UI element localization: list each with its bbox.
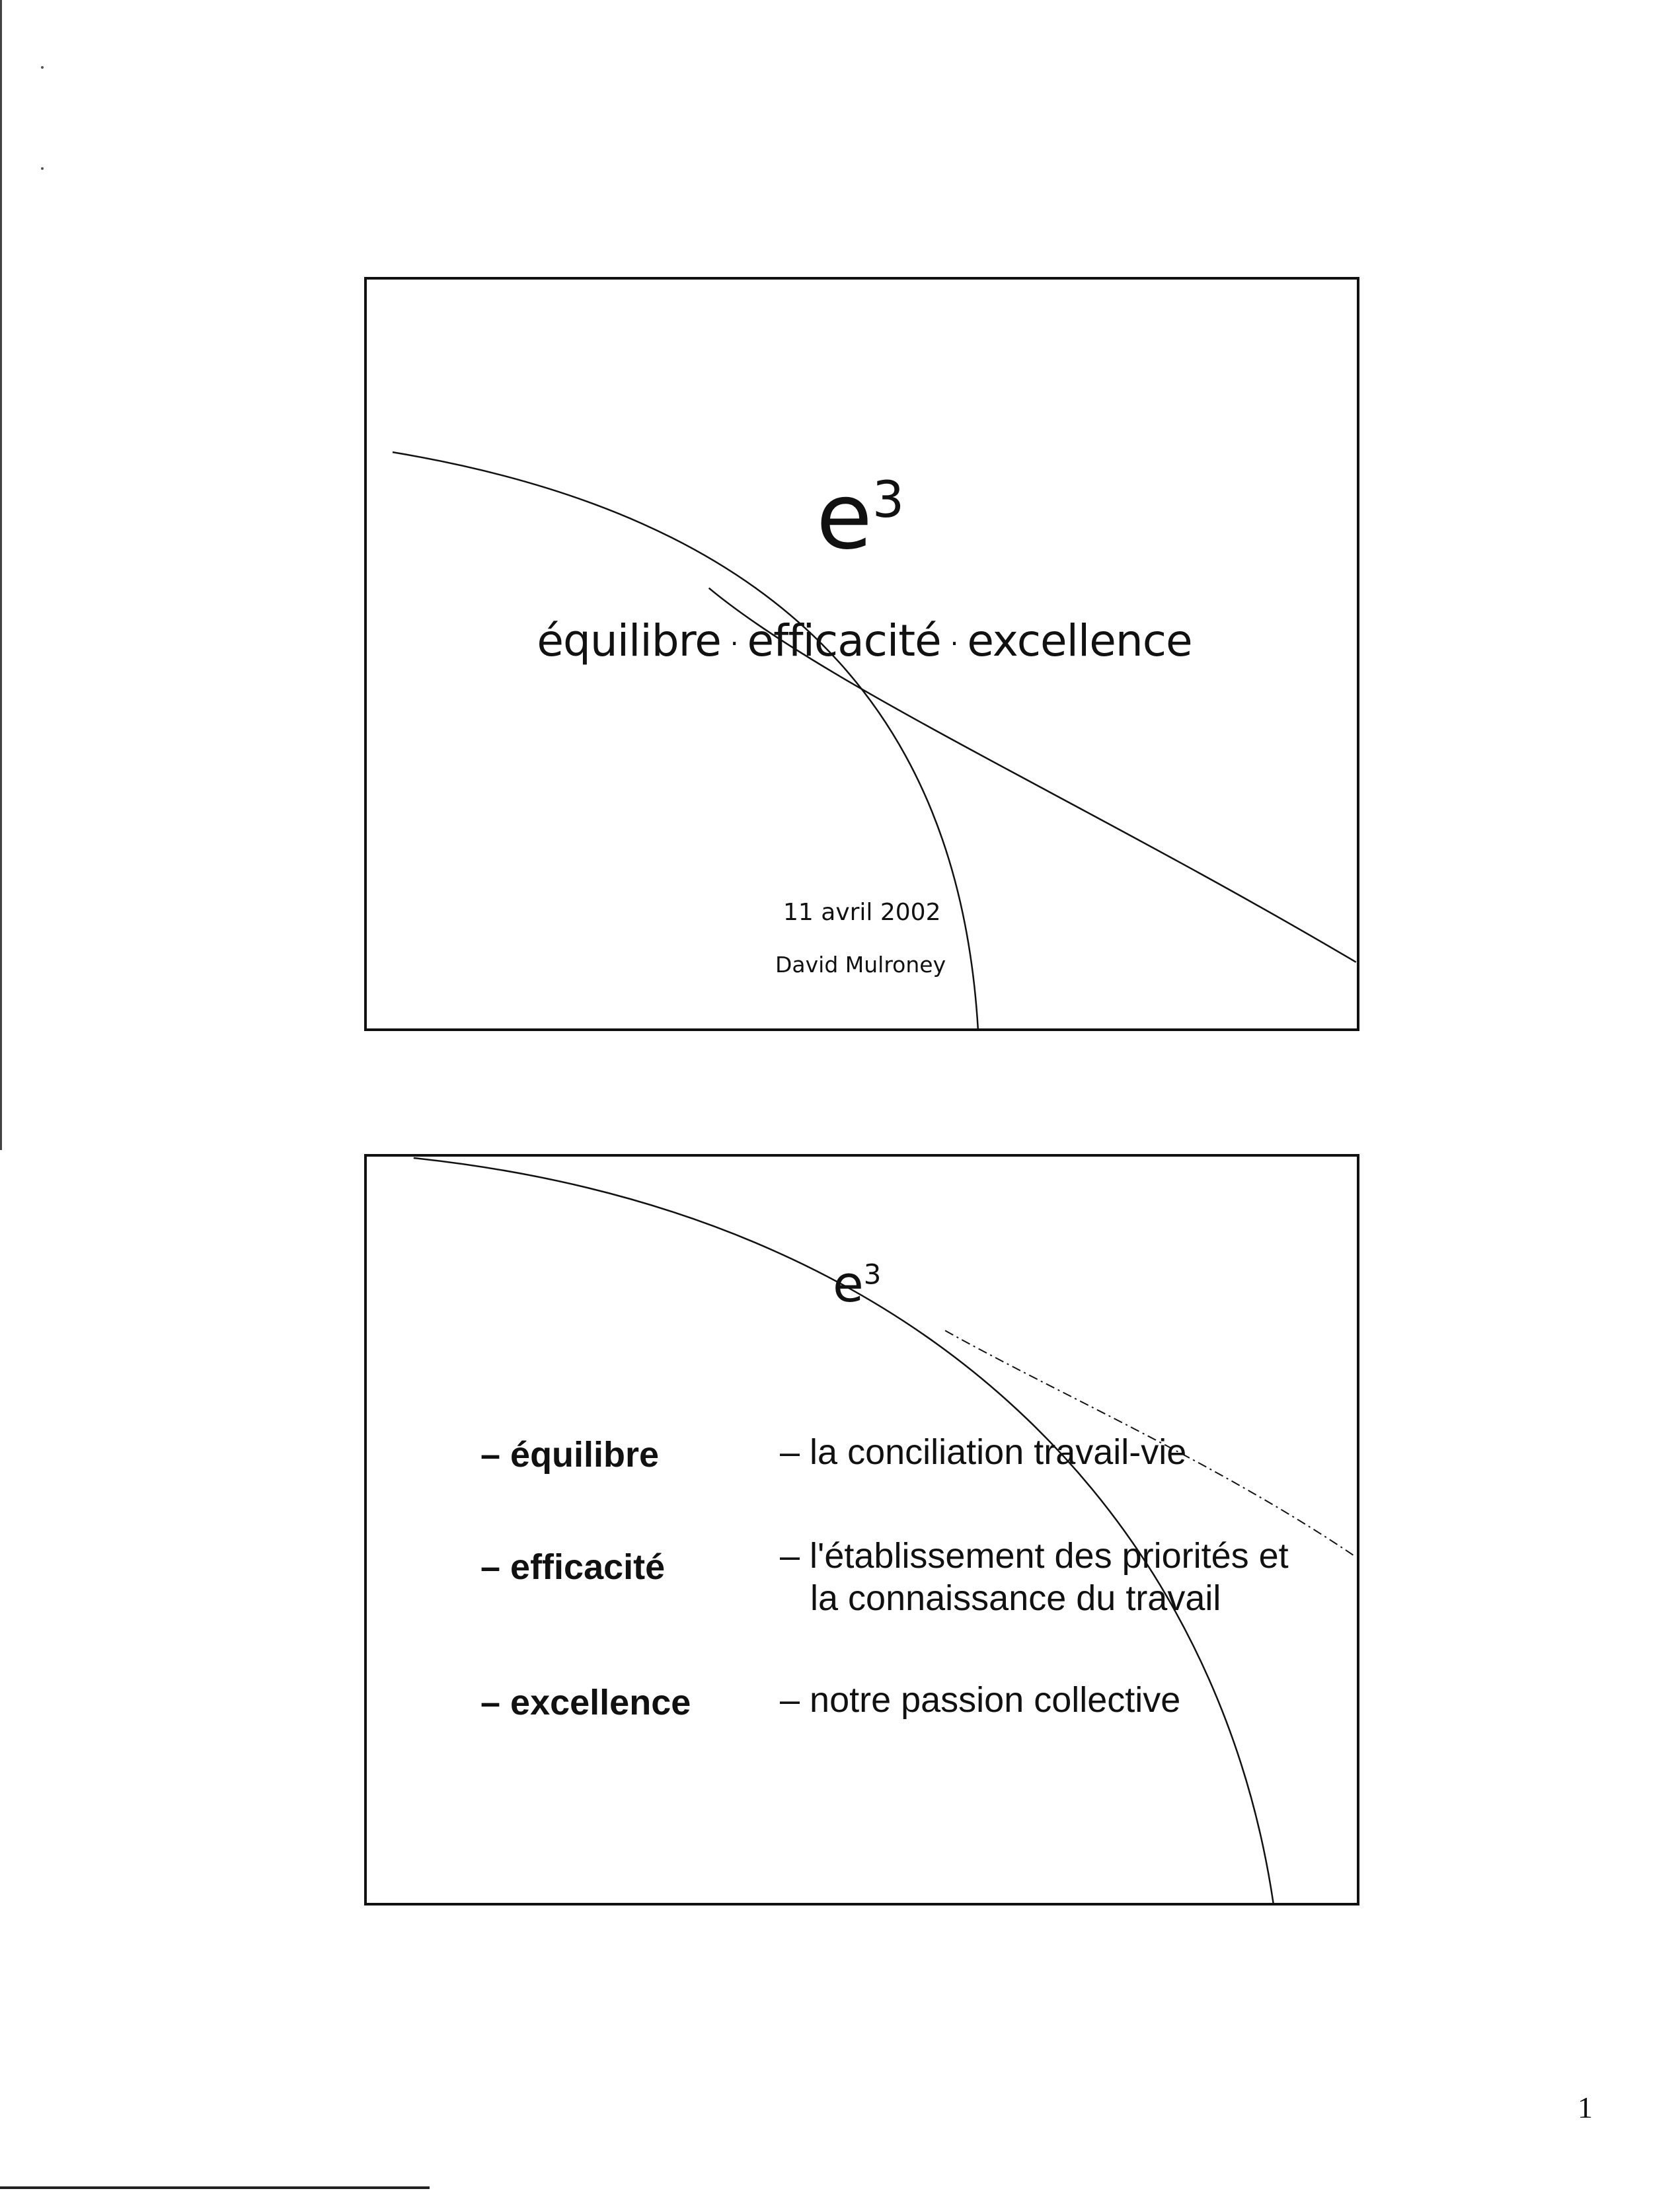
presentation-date: 11 avril 2002	[783, 899, 941, 926]
page-number: 1	[1578, 2091, 1593, 2124]
definition-line: – l'établissement des priorités et	[780, 1536, 1289, 1576]
definition-efficacite	[780, 1535, 1289, 1619]
definition-line: – la conciliation travail-vie	[780, 1432, 1187, 1472]
slide-title	[364, 277, 1359, 1031]
logo-base: e	[816, 463, 872, 570]
term-efficacite: – efficacité	[480, 1547, 666, 1587]
e3-logo	[816, 463, 905, 570]
logo-base: e	[833, 1254, 864, 1313]
term-equilibre: – équilibre	[480, 1435, 660, 1475]
subtitle-word-excellence: excellence	[967, 615, 1192, 666]
subtitle-word-equilibre: équilibre	[537, 615, 721, 666]
scan-speck	[41, 167, 44, 170]
slide-definitions	[364, 1154, 1359, 1906]
definition-line: – notre passion collective	[780, 1680, 1181, 1720]
definition-excellence	[780, 1679, 1180, 1721]
e3-logo	[833, 1254, 882, 1313]
scan-edge-mark	[0, 0, 2, 1150]
logo-exponent: 3	[872, 471, 905, 529]
presenter-name: David Mulroney	[775, 952, 946, 978]
definition-equilibre	[780, 1431, 1186, 1473]
scan-footer-rule	[0, 2186, 430, 2189]
subtitle-word-efficacite: efficacité	[747, 615, 941, 666]
scan-speck	[41, 66, 44, 69]
subtitle-separator: ·	[950, 628, 958, 659]
slide-subtitle	[367, 615, 1359, 666]
subtitle-separator: ·	[730, 628, 738, 659]
definition-line: la connaissance du travail	[810, 1578, 1221, 1618]
logo-exponent: 3	[863, 1258, 882, 1291]
term-excellence: – excellence	[480, 1683, 691, 1722]
